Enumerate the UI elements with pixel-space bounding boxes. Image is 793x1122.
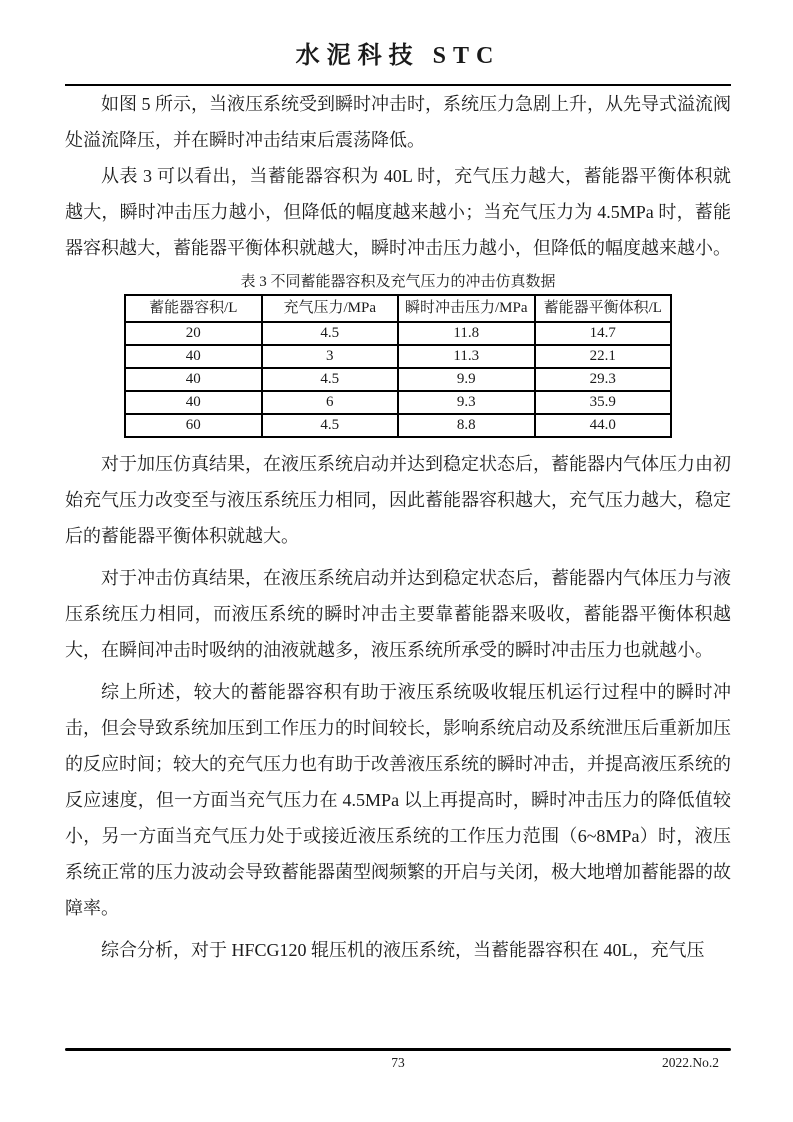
table-block — [65, 270, 731, 438]
table-cell: 29.3 — [535, 368, 672, 391]
table-cell: 9.3 — [398, 391, 535, 414]
table-cell: 35.9 — [535, 391, 672, 414]
table-cell: 11.8 — [398, 322, 535, 345]
table-cell: 8.8 — [398, 414, 535, 437]
journal-title: 水泥科技 STC — [295, 43, 501, 69]
table-header-cell: 蓄能器容积/L — [125, 295, 262, 322]
table-cell: 40 — [125, 368, 262, 391]
table-cell: 40 — [125, 345, 262, 368]
simulation-data-table — [124, 294, 672, 438]
table-caption: 表 3 不同蓄能器容积及充气压力的冲击仿真数据 — [240, 274, 556, 290]
table-header-cell: 蓄能器平衡体积/L — [535, 295, 672, 322]
page-number: 73 — [391, 1055, 405, 1070]
paragraph-1: 如图 5 所示，当液压系统受到瞬时冲击时，系统压力急剧上升，从先导式溢流阀处溢流降压，并在瞬时冲击结束后震荡降低。 — [65, 94, 731, 150]
table-cell: 3 — [262, 345, 399, 368]
table-cell: 6 — [262, 391, 399, 414]
page-footer — [65, 1048, 731, 1072]
table-cell: 4.5 — [262, 322, 399, 345]
issue-label: 2022.No.2 — [662, 1055, 719, 1070]
table-cell: 14.7 — [535, 322, 672, 345]
table-cell: 4.5 — [262, 414, 399, 437]
table-row — [125, 391, 671, 414]
table-row — [125, 345, 671, 368]
page-content — [65, 40, 731, 968]
table-header-cell: 瞬时冲击压力/MPa — [398, 295, 535, 322]
table-row — [125, 414, 671, 437]
table-header-row — [125, 295, 671, 322]
table-cell: 11.3 — [398, 345, 535, 368]
table-header-cell: 充气压力/MPa — [262, 295, 399, 322]
table-row — [125, 368, 671, 391]
footer-row — [65, 1054, 731, 1072]
paragraph-4: 对于冲击仿真结果，在液压系统启动并达到稳定状态后，蓄能器内气体压力与液压系统压力相同，而液压系统的瞬时冲击主要靠蓄能器来吸收，蓄能器平衡体积越大，在瞬间冲击时吸纳的油液就越多，液压系统所承受的瞬时冲击压力也就越小。 — [65, 568, 731, 660]
table-cell: 44.0 — [535, 414, 672, 437]
footer-rule — [65, 1048, 731, 1051]
paragraph-6: 综合分析，对于 HFCG120 辊压机的液压系统，当蓄能器容积在 40L，充气压 — [101, 940, 705, 960]
table-cell: 9.9 — [398, 368, 535, 391]
table-cell: 40 — [125, 391, 262, 414]
table-cell: 60 — [125, 414, 262, 437]
table-cell: 20 — [125, 322, 262, 345]
paragraph-5: 综上所述，较大的蓄能器容积有助于液压系统吸收辊压机运行过程中的瞬时冲击，但会导致系统加压到工作压力的时间较长，影响系统启动及系统泄压后重新加压的反应时间；较大的充气压力也有助于改善液压系统的瞬时冲击，并提高液压系统的反应速度，但一方面当充气压力在 4.5MPa 以上再提高时，瞬时冲击压力的降低值较小，另一方面当充气压力处于或接近液压系统的工作压力范围（6~8MPa）时，液压系统正常的压力波动会导致蓄能器菌型阀频繁的开启与关闭，极大地增加蓄能器的故障率。 — [65, 682, 731, 918]
table-cell: 4.5 — [262, 368, 399, 391]
table-cell: 22.1 — [535, 345, 672, 368]
paragraph-2: 从表 3 可以看出，当蓄能器容积为 40L 时，充气压力越大，蓄能器平衡体积就越大，瞬时冲击压力越小，但降低的幅度越来越小；当充气压力为 4.5MPa 时，蓄能器容积越大，蓄能器平衡体积就越大，瞬时冲击压力越小，但降低的幅度越来越小。 — [65, 166, 731, 258]
table-row — [125, 322, 671, 345]
paragraph-3: 对于加压仿真结果，在液压系统启动并达到稳定状态后，蓄能器内气体压力由初始充气压力改变至与液压系统压力相同，因此蓄能器容积越大，充气压力越大，稳定后的蓄能器平衡体积就越大。 — [65, 454, 731, 546]
